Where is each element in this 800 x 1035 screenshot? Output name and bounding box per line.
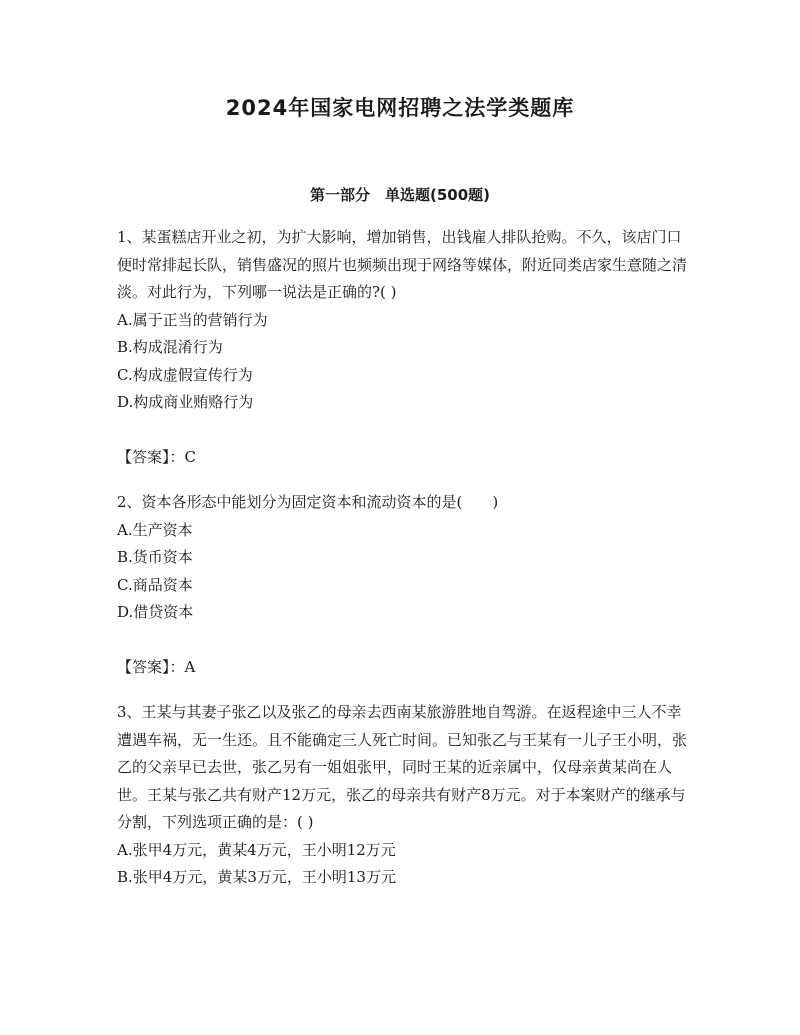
option-d: D.构成商业贿赂行为	[117, 393, 254, 411]
option-a: A.生产资本	[117, 520, 193, 539]
question-3	[117, 699, 687, 892]
option-d: D.借贷资本	[117, 603, 194, 621]
question-stem: 2、资本各形态中能划分为固定资本和流动资本的是( )	[117, 493, 499, 511]
answer-line: 【答案】：A	[117, 657, 196, 676]
option-c: C.构成虚假宣传行为	[117, 365, 253, 384]
question-stem: 3、王某与其妻子张乙以及张乙的母亲去西南某旅游胜地自驾游。在返程途中三人不幸遭遇车祸，无一生还。且不能确定三人死亡时间。已知张乙与王某有一儿子王小明，张乙的父亲早已去世，张乙另有一姐姐张甲，同时王某的近亲属中，仅母亲黄某尚在人世。王某与张乙共有财产12万元，张乙的母亲共有财产8万元。对于本案财产的继承与分割，下列选项正确的是：( )	[117, 703, 688, 831]
document-title: 2024年国家电网招聘之法学类题库	[225, 96, 575, 120]
question-stem: 1、某蛋糕店开业之初，为扩大影响，增加销售，出钱雇人排队抢购。不久，该店门口便时常排起长队，销售盛况的照片也频频出现于网络等媒体，附近同类店家生意随之清淡。对此行为，下列哪一说法是正确的?( )	[117, 228, 688, 301]
answer-line: 【答案】：C	[117, 447, 196, 466]
question-2	[117, 489, 687, 699]
question-list	[117, 224, 687, 892]
question-1	[117, 224, 687, 489]
option-a: A.张甲4万元，黄某4万元，王小明12万元	[117, 840, 396, 859]
section-heading: 第一部分 单选题(500题)	[309, 186, 491, 204]
option-c: C.商品资本	[117, 575, 193, 594]
option-b: B.货币资本	[117, 548, 193, 566]
option-b: B.构成混淆行为	[117, 338, 223, 356]
option-b: B.张甲4万元，黄某3万元，王小明13万元	[117, 868, 396, 886]
option-a: A.属于正当的营销行为	[117, 310, 268, 329]
